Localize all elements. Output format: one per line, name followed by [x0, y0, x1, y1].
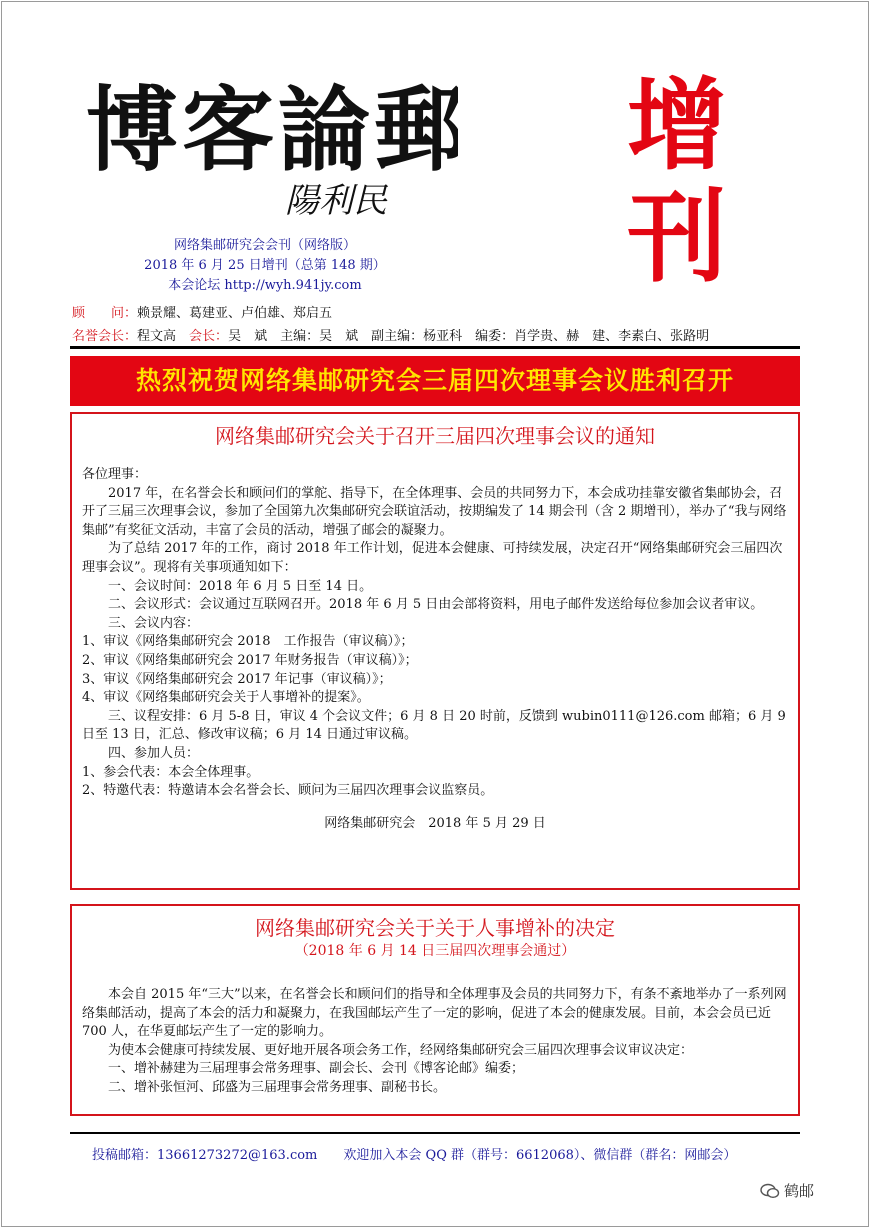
decision-box: [70, 904, 800, 1116]
signature-image: [285, 174, 415, 224]
attendee-item: 2、特邀代表：特邀请本会名誉会长、顾问为三届四次理事会议监察员。: [82, 783, 494, 799]
issue-line: 2018 年 6 月 25 日增刊（总第 148 期）: [144, 258, 386, 273]
forum-label: 本会论坛: [168, 278, 221, 293]
forum-link[interactable]: http://wyh.941jy.com: [224, 278, 362, 293]
notice-item: 三、会议内容：: [108, 615, 200, 631]
notice-paragraph: 为了总结 2017 年的工作，商讨 2018 年工作计划，促进本会健康、可持续发展，决定召开“网络集邮研究会三届四次理事会议”。现将有关事项通知如下：: [82, 541, 783, 575]
agenda-item: 1、审议《网络集邮研究会 2018 工作报告（审议稿）》；: [82, 634, 414, 650]
supplement-stamp-image: [575, 62, 780, 282]
notice-item: 二、会议形式：会议通过互联网召开。2018 年 6 月 5 日由会部将资料，用电子邮件发送给每位参加会议者审议。: [108, 597, 764, 613]
email-link[interactable]: 13661273272@163.com: [157, 1148, 318, 1163]
footer: [92, 1144, 736, 1163]
supplement-stamp: [575, 62, 780, 282]
advisors-line: [72, 302, 332, 321]
celebration-banner: 热烈祝贺网络集邮研究会三届四次理事会议胜利召开: [70, 356, 800, 406]
honorary-label: 名誉会长：: [72, 329, 138, 344]
notice-signoff: 网络集邮研究会 2018 年 5 月 29 日: [324, 815, 546, 831]
advisors-label: 顾 问：: [72, 306, 138, 321]
wechat-icon: [760, 1183, 780, 1199]
agenda-item: 3、审议《网络集邮研究会 2017 年记事（审议稿）》；: [82, 671, 392, 687]
email-label: 投稿邮箱：: [92, 1148, 158, 1163]
stamp-text: 增刊: [627, 67, 727, 282]
footer-divider: [70, 1132, 800, 1134]
notice-item: 一、会议时间：2018 年 6 月 5 日至 14 日。: [108, 578, 373, 594]
notice-title: 网络集邮研究会关于召开三届四次理事会议的通知: [215, 424, 655, 448]
svg-text:博客論郵: 博客論郵: [86, 76, 458, 184]
notice-item: 四、参加人员：: [108, 745, 200, 761]
decision-paragraph: 本会自 2015 年“三大”以来，在名誉会长和顾问们的指导和全体理事及会员的共同努力下，有条不紊地举办了一系列网络集邮活动，提高了本会的活力和凝聚力，在我国邮坛产生了一定的影响，促进了本会的健康发展。目前，本会会员已近 700 人，在华夏邮坛产生了一定的影响力。: [82, 987, 787, 1040]
advisors-names: 赖景耀、葛建亚、卢伯雄、郑启五: [137, 306, 333, 321]
wechat-watermark: [760, 1180, 814, 1201]
decision-subtitle: （2018 年 6 月 14 日三届四次理事会通过）: [294, 943, 576, 959]
agenda-item: 2、审议《网络集邮研究会 2017 年财务报告（审议稿）》；: [82, 652, 418, 668]
wechat-account-name: 鹤邮: [784, 1182, 815, 1200]
decision-paragraph: 为使本会健康可持续发展、更好地开展各项会务工作，经网络集邮研究会三届四次理事会议审议决定：: [108, 1042, 694, 1058]
agenda-item: 4、审议《网络集邮研究会关于人事增补的提案》。: [82, 690, 370, 706]
notice-greeting: 各位理事：: [82, 467, 148, 482]
signature: [285, 174, 415, 224]
attendee-item: 1、参会代表：本会全体理事。: [82, 764, 260, 780]
publisher-line: 网络集邮研究会会刊（网络版）: [173, 238, 356, 253]
editorial-names: 吴 斌 主编：吴 斌 副主编：杨亚科 编委：肖学贵、赫 建、李素白、张路明: [228, 329, 710, 344]
decision-body: [82, 986, 788, 1098]
president-label: 会长：: [189, 329, 229, 344]
notice-body: [82, 466, 788, 833]
editorial-line: [72, 325, 709, 344]
divider: [70, 346, 800, 349]
decision-item: 二、增补张恒河、邱盛为三届理事会常务理事、副秘书长。: [108, 1079, 447, 1095]
decision-item: 一、增补赫建为三届理事会常务理事、副会长、会刊《博客论邮》编委；: [108, 1061, 525, 1077]
honorary-name: 程文高: [137, 329, 177, 344]
decision-title: 网络集邮研究会关于关于人事增补的决定: [255, 916, 615, 940]
notice-item: 三、议程安排：6 月 5-8 日，审议 4 个会议文件；6 月 8 日 20 时前，反馈到 wubin0111@126.com 邮箱；6 月 9 日至 13 日，汇总、修改审议稿；6 月 14 日通过审议稿。: [82, 708, 786, 743]
forum-line: [70, 274, 460, 293]
groups-info: 欢迎加入本会 QQ 群（群号：6612068）、微信群（群名：网邮会）: [343, 1148, 737, 1163]
svg-text:陽利民: 陽利民: [285, 181, 387, 221]
notice-box: [70, 412, 800, 890]
notice-paragraph: 2017 年，在名誉会长和顾问们的掌舵、指导下，在全体理事、会员的共同努力下，本会成功挂靠安徽省集邮协会，召开了三届三次理事会议，参加了全国第九次集邮研究会联谊活动，按期编发了 14 期会刊（含 2 期增刊），举办了“我与网络集邮”有奖征文活动，丰富了会员的活动，增强了邮会的凝聚力。: [82, 485, 787, 538]
